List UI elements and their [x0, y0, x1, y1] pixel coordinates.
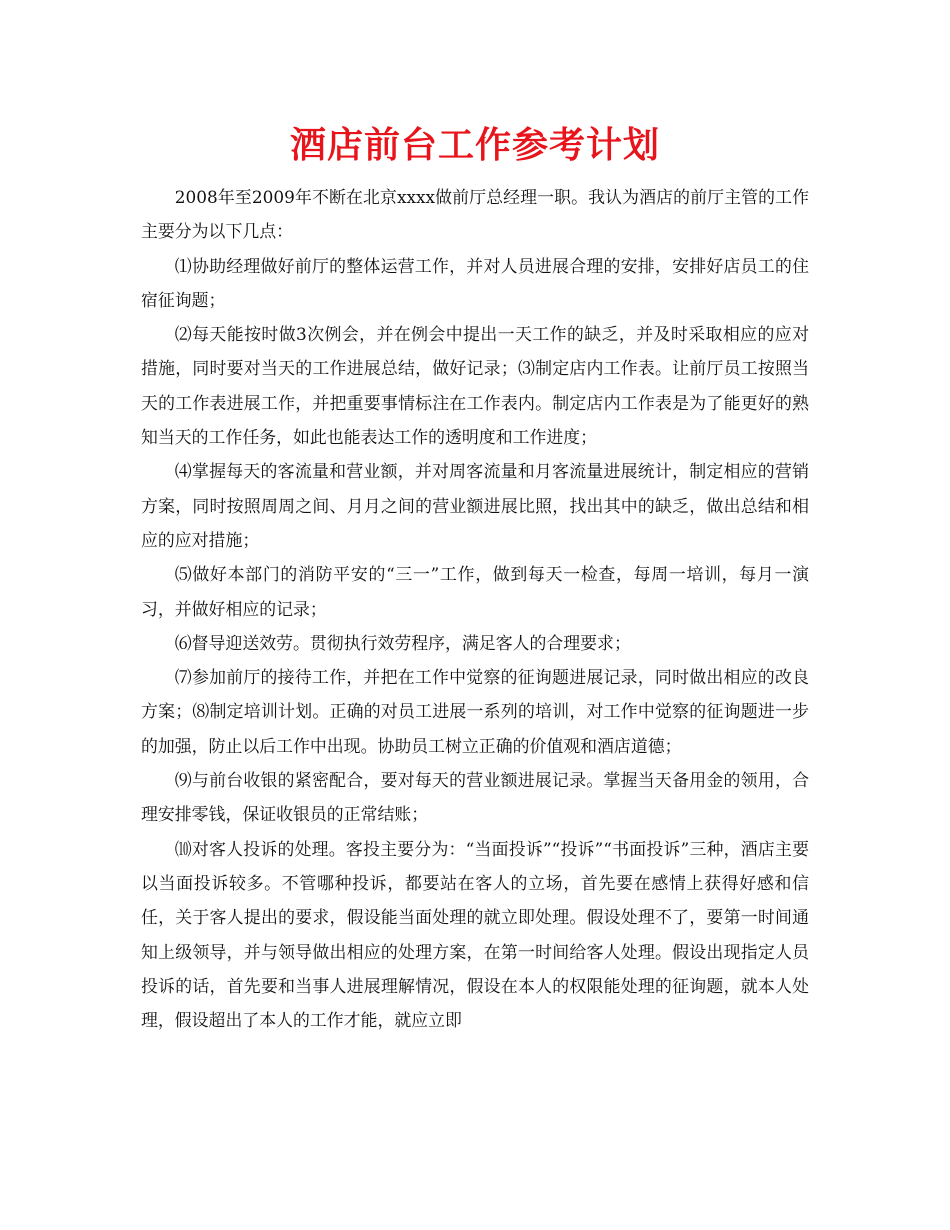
paragraph-item-4: ⑷掌握每天的客流量和营业额，并对周客流量和月客流量进展统计，制定相应的营销方案，同时按照周周之间、月月之间的营业额进展比照，找出其中的缺乏，做出总结和相应的应对措施；	[141, 461, 809, 550]
paragraph-item-6: ⑹督导迎送效劳。贯彻执行效劳程序，满足客人的合理要求；	[174, 632, 631, 653]
paragraph-item-7-8: ⑺参加前厅的接待工作，并把在工作中觉察的征询题进展记录，同时做出相应的改良方案；⑻制定培训计划。正确的对员工进展一系列的培训，对工作中觉察的征询题进一步的加强，防止以后工作中出现。协助员工树立正确的价值观和酒店道德；	[141, 667, 809, 756]
paragraph-item-2-3: ⑵每天能按时做3次例会，并在例会中提出一天工作的缺乏，并及时采取相应的应对措施，同时要对当天的工作进展总结，做好记录；⑶制定店内工作表。让前厅员工按照当天的工作表进展工作，并把重要事情标注在工作表内。制定店内工作表是为了能更好的熟知当天的工作任务，如此也能表达工作的透明度和工作进度；	[141, 324, 809, 448]
paragraph-item-1: ⑴协助经理做好前厅的整体运营工作，并对人员进展合理的安排，安排好店员工的住宿征询题；	[141, 255, 809, 310]
paragraph-intro: 2008年至2009年不断在北京xxxx做前厅总经理一职。我认为酒店的前厅主管的工作主要分为以下几点：	[141, 187, 809, 242]
paragraph-item-10: ⑽对客人投诉的处理。客投主要分为：“当面投诉”“投诉”“书面投诉”三种，酒店主要以当面投诉较多。不管哪种投诉，都要站在客人的立场，首先要在感情上获得好感和信任，关于客人提出的要求，假设能当面处理的就立即处理。假设处理不了，要第一时间通知上级领导，并与领导做出相应的处理方案，在第一时间给客人处理。假设出现指定人员投诉的话，首先要和当事人进展理解情况，假设在本人的权限能处理的征询题，就本人处理，假设超出了本人的工作才能，就应立即	[141, 838, 809, 1031]
document-title: 酒店前台工作参考计划	[289, 125, 660, 166]
paragraph-item-5: ⑸做好本部门的消防平安的“三一”工作，做到每天一检查，每周一培训，每月一演习，并做好相应的记录；	[141, 564, 809, 619]
document-page	[141, 118, 809, 1037]
paragraph-item-9: ⑼与前台收银的紧密配合，要对每天的营业额进展记录。掌握当天备用金的领用，合理安排零钱，保证收银员的正常结账；	[141, 770, 809, 825]
